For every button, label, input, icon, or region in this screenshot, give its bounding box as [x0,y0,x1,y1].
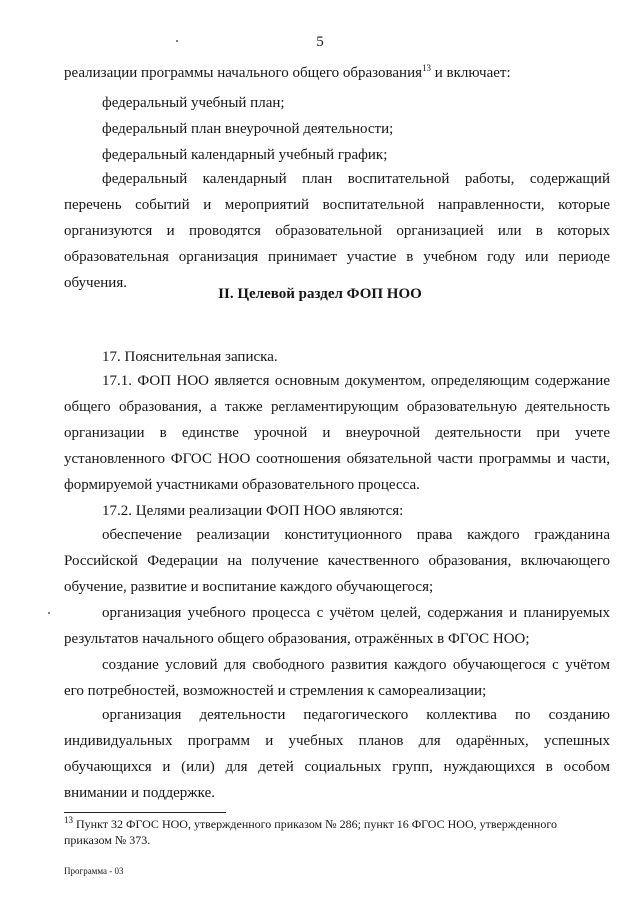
item-17-1-line: организации в единстве урочной и внеурочной деятельности при учете [64,425,610,441]
footnote-line: приказом № 373. [64,833,151,847]
item-17-1-line: общего образования, а также регламентирующим образовательную деятельность [64,399,610,415]
intro-text: реализации программы начального общего образования [64,65,423,81]
calendar-plan-line: образовательная организация принимает участие в учебном году или периоде [64,249,610,265]
item-17-2: 17.2. Целями реализации ФОП НОО являются: [102,503,404,519]
footnote-marker: 13 [64,815,73,825]
list-item: федеральный календарный учебный график; [102,147,388,163]
footnote-divider [64,812,226,813]
goal-line: создание условий для свободного развития каждого обучающегося с учётом [102,657,610,673]
footnote-line [64,816,610,832]
item-17-1-line: 17.1. ФОП НОО является основным документом, определяющим содержание [102,373,610,389]
footnote-ref: 13 [422,63,432,73]
calendar-plan-line: обучения. [64,275,127,291]
calendar-plan-line: перечень событий и мероприятий воспитательной направленности, которые [64,197,610,213]
intro-tail: и включает: [431,65,511,81]
list-item: федеральный учебный план; [102,95,285,111]
goal-line: обучение, развитие и воспитание каждого обучающегося; [64,579,434,595]
footnote [64,816,610,848]
goal-line: обучающихся и (или) для детей социальных групп, нуждающихся в особом [64,759,610,775]
goal-line: его потребностей, возможностей и стремления к самореализации; [64,683,487,699]
section-heading: II. Целевой раздел ФОП НОО [218,286,422,302]
goal-line: обеспечение реализации конституционного права каждого гражданина [102,527,610,543]
item-17: 17. Пояснительная записка. [102,349,278,365]
calendar-plan-line: федеральный календарный план воспитательной работы, содержащий [102,171,610,187]
footer-label: Программа - 03 [64,866,124,876]
item-17-1-line: формируемой участниками образовательного процесса. [64,477,420,493]
list-item: федеральный план внеурочной деятельности; [102,121,394,137]
scan-speck [48,612,50,614]
goal-line: внимании и поддержке. [64,785,215,801]
item-17-1-line: установленного ФГОС НОО соотношения обязательной части программы и части, [64,451,610,467]
footnote-text: Пункт 32 ФГОС НОО, утвержденного приказом № 286; пункт 16 ФГОС НОО, утвержденного [73,817,557,831]
page-number: 5 [316,34,324,50]
goal-line: организация деятельности педагогического коллектива по созданию [102,707,610,723]
calendar-plan-line: организуются и проводятся образовательной организацией или в которых [64,223,610,239]
goal-line: организация учебного процесса с учётом целей, содержания и планируемых [102,605,610,621]
goal-line: Российской Федерации на получение качественного образования, включающего [64,553,610,569]
scan-speck [176,40,178,42]
goal-line: результатов начального общего образования, отражённых в ФГОС НОО; [64,631,530,647]
goal-line: индивидуальных программ и учебных планов для одарённых, успешных [64,733,610,749]
intro-line [64,60,610,86]
